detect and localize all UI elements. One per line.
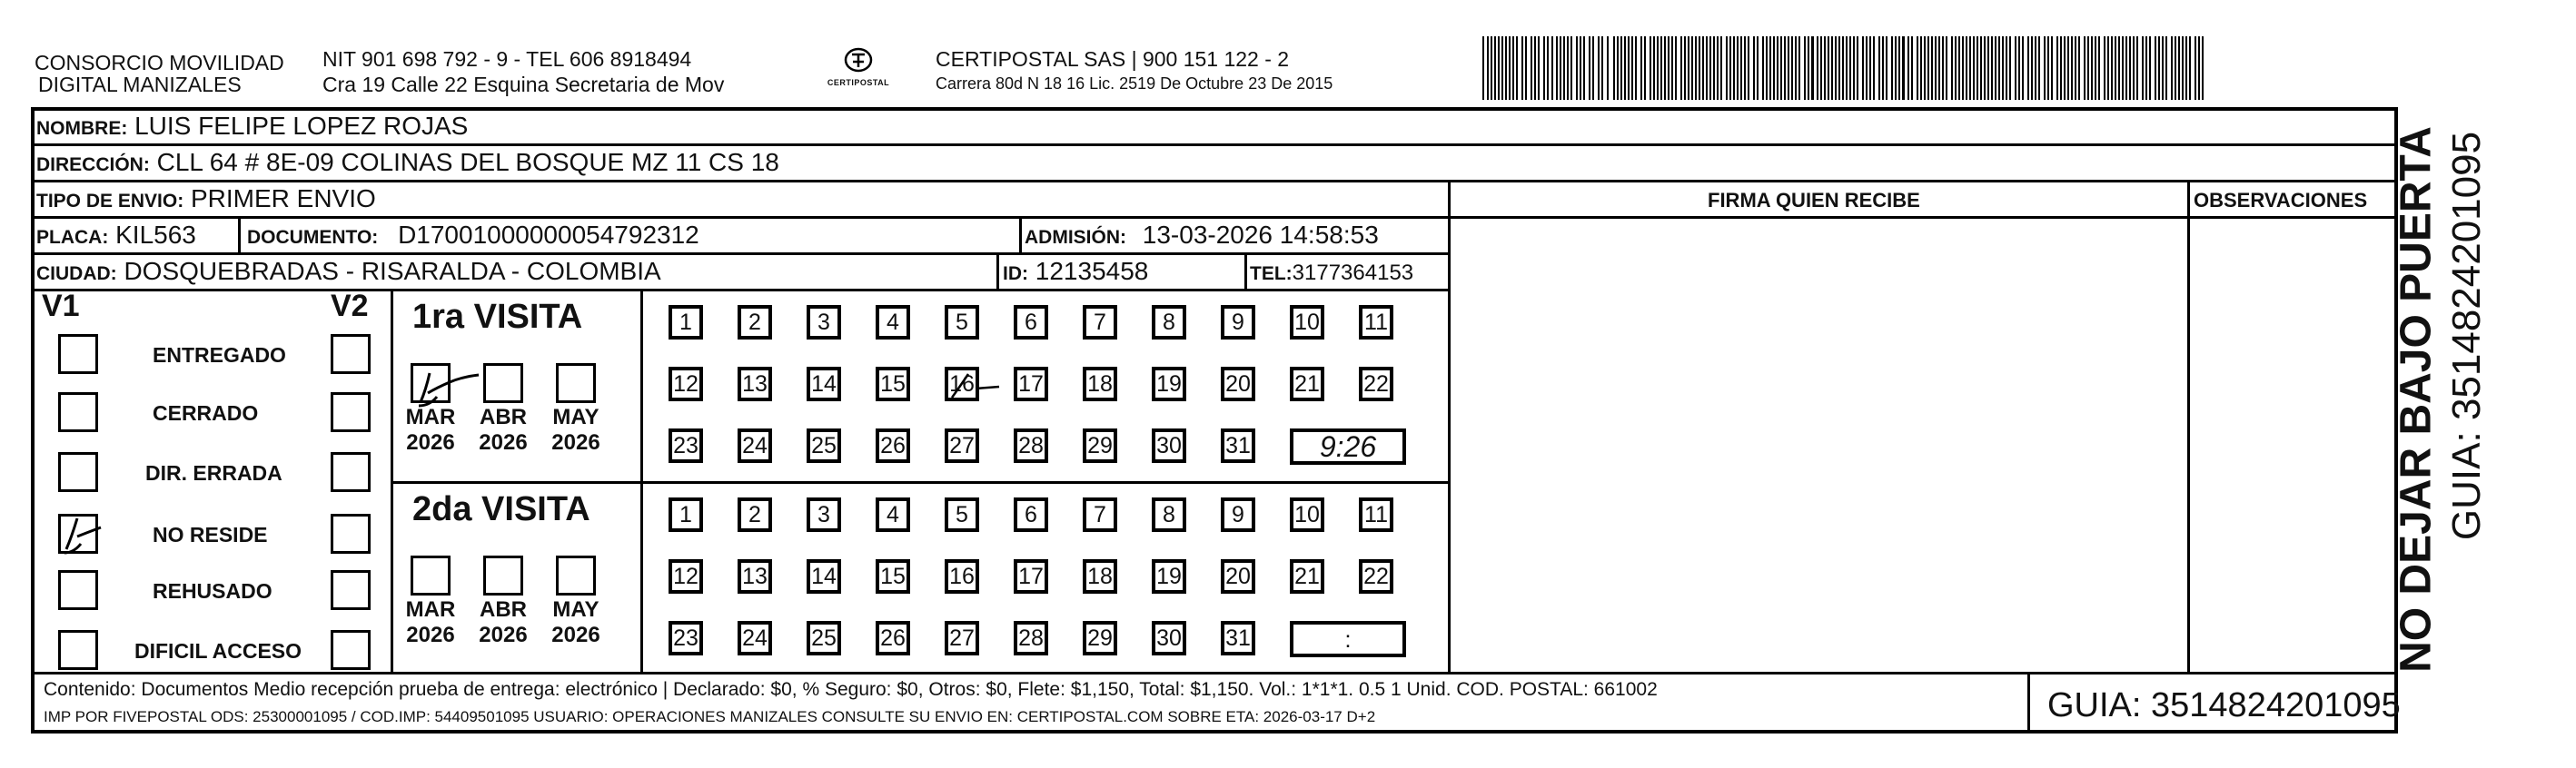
status-v2-checkbox[interactable]: [331, 392, 371, 432]
day-box[interactable]: [1359, 367, 1393, 401]
day-number: 17: [1018, 371, 1044, 397]
status-v1-checkbox[interactable]: [58, 392, 98, 432]
day-number: 14: [811, 371, 837, 397]
day-box[interactable]: [1083, 621, 1117, 655]
documento-cell: [247, 220, 699, 253]
day-box[interactable]: [1014, 367, 1048, 401]
day-box[interactable]: [1083, 305, 1117, 340]
day-box[interactable]: [1014, 621, 1048, 655]
month-checkbox[interactable]: [556, 363, 596, 403]
day-box[interactable]: [1152, 497, 1186, 532]
day-number: 25: [811, 625, 837, 651]
day-number: 8: [1163, 310, 1175, 335]
day-number: 23: [673, 433, 698, 458]
company-name-line2: DIGITAL MANIZALES: [38, 73, 242, 96]
day-number: 10: [1294, 502, 1320, 527]
day-number: 30: [1156, 625, 1182, 651]
day-number: 1: [679, 502, 692, 527]
day-number: 12: [673, 371, 698, 397]
ciudad-cell: [36, 256, 661, 290]
month-name: ABR: [480, 597, 527, 622]
status-v2-checkbox[interactable]: [331, 630, 371, 670]
day-number: 30: [1156, 433, 1182, 458]
form-frame: [31, 107, 2398, 734]
month-label: [399, 405, 462, 456]
day-number: 26: [880, 433, 906, 458]
day-box[interactable]: [1152, 367, 1186, 401]
nombre-value: LUIS FELIPE LOPEZ ROJAS: [134, 112, 469, 140]
day-box[interactable]: [669, 559, 703, 594]
day-box[interactable]: [1014, 559, 1048, 594]
day-box[interactable]: [1290, 559, 1324, 594]
day-box[interactable]: [1014, 305, 1048, 340]
day-number: 5: [956, 310, 968, 335]
day-box[interactable]: [807, 559, 841, 594]
day-number: 12: [673, 564, 698, 589]
visit-time-field[interactable]: 9:26: [1290, 428, 1406, 465]
day-box[interactable]: [945, 559, 979, 594]
day-number: 8: [1163, 502, 1175, 527]
day-box[interactable]: [807, 497, 841, 532]
placa-value: KIL563: [115, 221, 196, 249]
day-number: 9: [1232, 502, 1244, 527]
day-box[interactable]: [807, 428, 841, 463]
tel-label: TEL:: [1250, 263, 1293, 284]
day-box[interactable]: [669, 428, 703, 463]
month-label: [471, 597, 535, 648]
day-number: 16: [949, 564, 975, 589]
day-box[interactable]: [945, 621, 979, 655]
month-year: 2026: [479, 623, 528, 647]
day-number: 18: [1087, 371, 1113, 397]
side-guia: GUIA: 3514824201095: [2444, 131, 2489, 541]
day-number: 31: [1225, 433, 1251, 458]
day-box[interactable]: [945, 497, 979, 532]
day-number: 23: [673, 625, 698, 651]
day-number: 13: [742, 564, 768, 589]
certipostal-logo: [822, 42, 895, 96]
day-box[interactable]: [669, 305, 703, 340]
admision-label: ADMISIÓN:: [1025, 227, 1126, 248]
day-box[interactable]: [876, 559, 910, 594]
admision-value: 13-03-2026 14:58:53: [1142, 221, 1379, 249]
footer-guia: GUIA: 3514824201095: [2047, 686, 2401, 724]
month-name: MAR: [405, 405, 456, 429]
month-checkbox[interactable]: [483, 556, 523, 596]
day-box[interactable]: [876, 497, 910, 532]
company-address: Cra 19 Calle 22 Esquina Secretaria de Mov: [322, 73, 725, 96]
firma-header: FIRMA QUIEN RECIBE: [1708, 189, 1920, 212]
day-box[interactable]: [1083, 559, 1117, 594]
day-box[interactable]: [807, 621, 841, 655]
day-box[interactable]: [738, 621, 772, 655]
day-number: 31: [1225, 625, 1251, 651]
day-number: 7: [1094, 502, 1106, 527]
day-number: 9: [1232, 310, 1244, 335]
certipostal-address: Carrera 80d N 18 16 Lic. 2519 De Octubre 23 De 2015: [936, 74, 1333, 93]
month-checkbox[interactable]: [411, 556, 451, 596]
day-number: 22: [1363, 564, 1389, 589]
day-box[interactable]: [1152, 428, 1186, 463]
v2-header: V2: [331, 289, 369, 323]
day-number: 3: [817, 310, 830, 335]
day-box[interactable]: [876, 621, 910, 655]
id-cell: [1003, 256, 1148, 290]
direccion-label: DIRECCIÓN:: [36, 154, 150, 175]
day-box[interactable]: [807, 305, 841, 340]
month-year: 2026: [406, 430, 455, 455]
day-box[interactable]: [1014, 428, 1048, 463]
documento-label: DOCUMENTO:: [247, 227, 379, 248]
status-label: ENTREGADO: [153, 343, 286, 367]
day-box[interactable]: [1221, 367, 1255, 401]
day-number: 25: [811, 433, 837, 458]
month-label: [544, 597, 608, 648]
day-box[interactable]: [738, 428, 772, 463]
day-number: 29: [1087, 433, 1113, 458]
day-box[interactable]: [945, 428, 979, 463]
observaciones-header: OBSERVACIONES: [2194, 189, 2368, 212]
day-box[interactable]: [1221, 497, 1255, 532]
status-v1-checkbox[interactable]: [58, 630, 98, 670]
day-box[interactable]: [669, 367, 703, 401]
day-box[interactable]: [1083, 428, 1117, 463]
day-number: 20: [1225, 371, 1251, 397]
month-checkbox[interactable]: [483, 363, 523, 403]
day-number: 28: [1018, 433, 1044, 458]
month-year: 2026: [406, 623, 455, 647]
day-box[interactable]: [876, 367, 910, 401]
side-warning: NO DEJAR BAJO PUERTA: [2392, 126, 2441, 673]
nombre-label: NOMBRE:: [36, 118, 128, 139]
month-label: [399, 597, 462, 648]
month-label: [544, 405, 608, 456]
day-box[interactable]: [738, 305, 772, 340]
day-box[interactable]: [1221, 559, 1255, 594]
day-box[interactable]: [1014, 497, 1048, 532]
day-number: 4: [887, 310, 899, 335]
day-box[interactable]: [1359, 305, 1393, 340]
day-number: 5: [956, 502, 968, 527]
day-box[interactable]: [1290, 305, 1324, 340]
day-number: 28: [1018, 625, 1044, 651]
ciudad-label: CIUDAD:: [36, 263, 117, 284]
day-number: 6: [1025, 310, 1037, 335]
status-v2-checkbox[interactable]: [331, 452, 371, 492]
month-label: [471, 405, 535, 456]
day-box[interactable]: [738, 497, 772, 532]
month-checkbox[interactable]: [411, 363, 451, 403]
status-label: CERRADO: [153, 401, 259, 425]
day-number: 7: [1094, 310, 1106, 335]
id-label: ID:: [1003, 263, 1028, 284]
day-box[interactable]: [876, 428, 910, 463]
day-number: 11: [1364, 310, 1388, 335]
month-name: MAY: [552, 597, 599, 622]
day-box[interactable]: [945, 367, 979, 401]
direccion-value: CLL 64 # 8E-09 COLINAS DEL BOSQUE MZ 11 CS 18: [156, 148, 779, 176]
barcode: [1481, 31, 2207, 103]
day-box[interactable]: [669, 497, 703, 532]
placa-label: PLACA:: [36, 227, 109, 248]
status-v2-checkbox[interactable]: [331, 334, 371, 374]
first-visit-title: 1ra VISITA: [412, 298, 583, 336]
placa-cell: [36, 220, 196, 253]
tel-value: 3177364153: [1292, 261, 1414, 285]
day-box[interactable]: [738, 367, 772, 401]
month-name: MAR: [405, 597, 456, 622]
day-number: 6: [1025, 502, 1037, 527]
month-year: 2026: [551, 430, 600, 455]
day-box[interactable]: [1152, 305, 1186, 340]
day-number: 21: [1294, 371, 1320, 397]
day-box[interactable]: [1359, 497, 1393, 532]
status-v2-checkbox[interactable]: [331, 514, 371, 554]
status-label: REHUSADO: [153, 579, 272, 603]
status-v1-checkbox[interactable]: [58, 452, 98, 492]
day-number: 10: [1294, 310, 1320, 335]
day-number: 18: [1087, 564, 1113, 589]
day-box[interactable]: [1290, 497, 1324, 532]
day-number: 13: [742, 371, 768, 397]
status-v1-checkbox[interactable]: [58, 334, 98, 374]
nit-line: NIT 901 698 792 - 9 - TEL 606 8918494: [322, 47, 692, 71]
second-visit-title: 2da VISITA: [412, 490, 590, 528]
status-label: NO RESIDE: [153, 523, 268, 546]
status-label: DIR. ERRADA: [145, 461, 282, 485]
visit-time-field[interactable]: :: [1290, 621, 1406, 657]
month-checkbox[interactable]: [556, 556, 596, 596]
direccion-row: [36, 147, 779, 181]
day-box[interactable]: [1152, 559, 1186, 594]
tipo-envio-value: PRIMER ENVIO: [190, 184, 376, 212]
day-number: 15: [880, 371, 906, 397]
status-v1-checkbox[interactable]: [58, 570, 98, 610]
tipo-envio-row: [36, 183, 376, 217]
day-number: 17: [1018, 564, 1044, 589]
ciudad-value: DOSQUEBRADAS - RISARALDA - COLOMBIA: [124, 257, 661, 285]
day-number: 26: [880, 625, 906, 651]
tel-cell: [1250, 258, 1413, 290]
status-label: DIFICIL ACCESO: [134, 639, 302, 663]
day-box[interactable]: [1083, 497, 1117, 532]
tipo-envio-label: TIPO DE ENVIO:: [36, 191, 184, 212]
day-number: 11: [1364, 502, 1388, 527]
day-box[interactable]: [738, 559, 772, 594]
day-number: 22: [1363, 371, 1389, 397]
day-number: 3: [817, 502, 830, 527]
footer-contenido: Contenido: Documentos Medio recepción prueba de entrega: electrónico | Declarado: $0, % Seguro: $0, Otros: $0, Flete: $1,150, Total: $1,150. Vol.: 1*1*1. 0.5 1 Unid. COD. POSTAL: 661002: [44, 679, 1658, 700]
status-v2-checkbox[interactable]: [331, 570, 371, 610]
day-number: 20: [1225, 564, 1251, 589]
company-name-line1: CONSORCIO MOVILIDAD: [35, 51, 284, 74]
nombre-row: [36, 111, 468, 144]
day-number: 27: [949, 625, 975, 651]
logo-text: CERTIPOSTAL: [827, 78, 890, 87]
id-value: 12135458: [1035, 257, 1149, 285]
day-number: 15: [880, 564, 906, 589]
day-box[interactable]: [669, 621, 703, 655]
day-number: 19: [1156, 371, 1182, 397]
month-name: ABR: [480, 405, 527, 429]
day-number: 27: [949, 433, 975, 458]
day-number: 14: [811, 564, 837, 589]
month-year: 2026: [551, 623, 600, 647]
day-number: 1: [679, 310, 692, 335]
day-number: 4: [887, 502, 899, 527]
admision-cell: [1025, 220, 1379, 253]
day-number: 16: [949, 371, 975, 397]
day-box[interactable]: [1152, 621, 1186, 655]
day-number: 2: [748, 502, 761, 527]
day-number: 29: [1087, 625, 1113, 651]
day-number: 24: [742, 625, 768, 651]
month-name: MAY: [552, 405, 599, 429]
day-number: 2: [748, 310, 761, 335]
day-number: 24: [742, 433, 768, 458]
day-box[interactable]: [1221, 621, 1255, 655]
day-box[interactable]: [1221, 305, 1255, 340]
status-v1-checkbox[interactable]: [58, 514, 98, 554]
day-box[interactable]: [807, 367, 841, 401]
day-box[interactable]: [945, 305, 979, 340]
v1-header: V1: [42, 289, 80, 323]
day-box[interactable]: [1359, 559, 1393, 594]
day-box[interactable]: [1221, 428, 1255, 463]
day-number: 19: [1156, 564, 1182, 589]
certipostal-line: CERTIPOSTAL SAS | 900 151 122 - 2: [936, 47, 1290, 71]
day-box[interactable]: [876, 305, 910, 340]
month-year: 2026: [479, 430, 528, 455]
documento-value: D17001000000054792312: [398, 221, 699, 249]
day-box[interactable]: [1290, 367, 1324, 401]
day-number: 21: [1294, 564, 1320, 589]
footer-impresion: IMP POR FIVEPOSTAL ODS: 25300001095 / COD.IMP: 54409501095 USUARIO: OPERACIONES MANIZALES CONSULTE SU ENVIO EN: CERTIPOSTAL.COM SOBRE ETA: 2026-03-17 D+2: [44, 708, 1376, 725]
day-box[interactable]: [1083, 367, 1117, 401]
